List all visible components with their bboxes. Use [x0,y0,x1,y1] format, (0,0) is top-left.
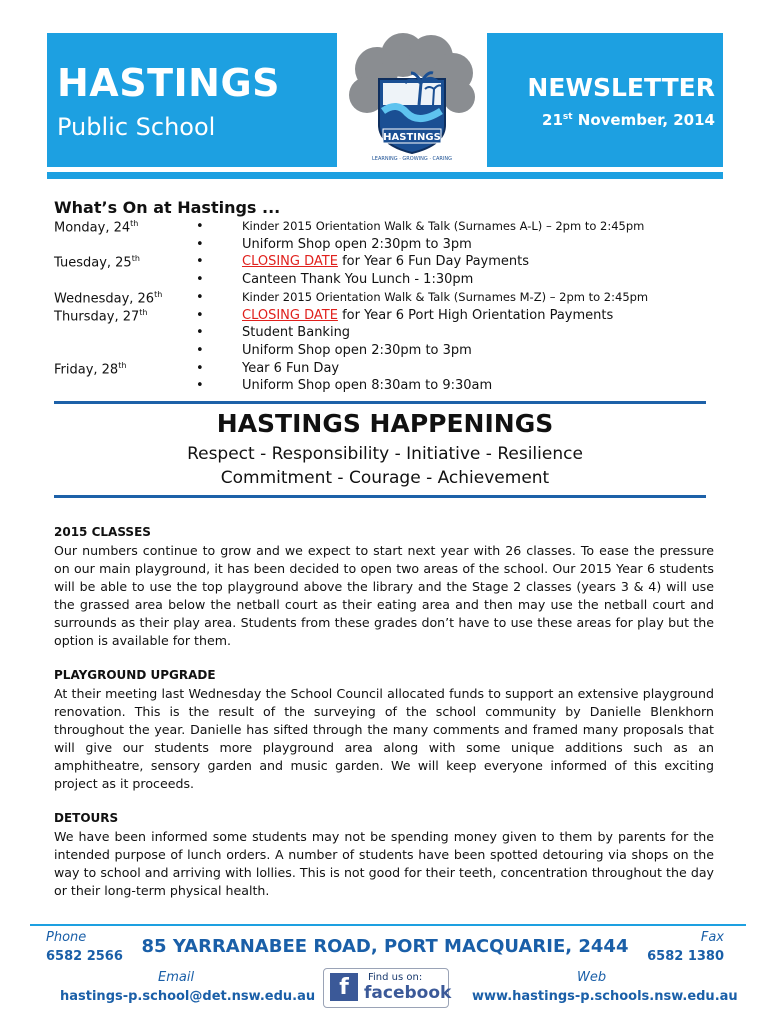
event-text: Uniform Shop open 2:30pm to 3pm [242,236,472,252]
facebook-button[interactable] [323,968,452,1008]
event-text: CLOSING DATE for Year 6 Fun Day Payments [242,254,530,270]
event-text: Kinder 2015 Orientation Walk & Talk (Surnames A-L) – 2pm to 2:45pm [242,219,645,233]
header-divider [47,172,723,179]
bullet-icon: • [196,254,204,270]
web-link[interactable]: www.hastings-p.schools.nsw.edu.au [472,989,738,1004]
happenings-top-rule [54,401,706,404]
newsletter-label: NEWSLETTER [527,73,715,102]
masthead-banner [47,33,723,167]
bullet-icon: • [196,236,204,252]
happenings-bottom-rule [54,495,706,498]
values-line-1: Respect - Responsibility - Initiative - Resilience [187,444,583,464]
facebook-find-us: Find us on: [368,972,423,983]
footer-rule [30,924,746,926]
event-day: Wednesday, 26th [54,289,163,307]
event-row [0,237,770,255]
email-label: Email [158,970,195,985]
bullet-icon: • [196,307,204,323]
event-row [0,361,770,379]
event-text: Uniform Shop open 8:30am to 9:30am [242,378,493,394]
svg-text:HASTINGS: HASTINGS [383,132,441,143]
bullet-icon: • [196,325,204,341]
section-heading-detours: DETOURS [54,811,119,825]
event-day: Thursday, 27th [54,307,148,324]
section-body-detours: We have been informed some students may not be spending money given to them by parents for the intended purpose of lunch orders. A number of students have been spotted detouring via shops on the way to school and arriving with lollies. This is not good for their teeth, concentration throughout the day or their long-term physical health. [54,829,714,898]
closing-date-highlight: CLOSING DATE [242,254,338,270]
event-day: Tuesday, 25th [54,254,140,271]
event-text: Student Banking [242,325,351,341]
bullet-icon: • [196,378,204,394]
facebook-wordmark: facebook [364,983,452,1003]
event-day: Monday, 24th [54,219,139,236]
section-heading-playground: PLAYGROUND UPGRADE [54,668,216,682]
event-text: Year 6 Fun Day [242,360,340,376]
event-row [0,343,770,361]
phone-number[interactable]: 6582 2566 [46,949,123,964]
event-day: Friday, 28th [54,360,127,377]
closing-date-highlight: CLOSING DATE [242,307,338,323]
event-text: CLOSING DATE for Year 6 Port High Orientation Payments [242,307,614,323]
event-row [0,254,770,272]
fax-number: 6582 1380 [647,949,724,964]
school-name: HASTINGS [57,61,281,105]
event-row [0,290,770,308]
event-row [0,272,770,290]
web-label: Web [577,970,607,985]
school-subtitle: Public School [57,113,216,141]
section-heading-classes: 2015 CLASSES [54,525,151,539]
school-address: 85 YARRANABEE ROAD, PORT MACQUARIE, 2444 [141,936,629,957]
bullet-icon: • [196,360,204,376]
event-row [0,219,770,237]
event-text: Uniform Shop open 2:30pm to 3pm [242,342,472,358]
bullet-icon: • [196,289,204,305]
bullet-icon: • [196,342,204,358]
event-text: Canteen Thank You Lunch - 1:30pm [242,272,474,288]
phone-label: Phone [46,930,87,945]
event-row [0,325,770,343]
event-row [0,378,770,396]
facebook-icon: f [330,973,358,1001]
newsletter-date: 21st November, 2014 [542,111,715,129]
bullet-icon: • [196,219,204,234]
svg-text:LEARNING · GROWING · CARING: LEARNING · GROWING · CARING [372,156,452,162]
school-logo [337,33,487,167]
email-link[interactable]: hastings-p.school@det.nsw.edu.au [60,989,316,1004]
fax-label: Fax [700,930,724,945]
values-line-2: Commitment - Courage - Achievement [220,468,550,488]
event-text: Kinder 2015 Orientation Walk & Talk (Surnames M-Z) – 2pm to 2:45pm [242,289,649,304]
section-body-classes: Our numbers continue to grow and we expect to start next year with 26 classes. To ease the pressure on our main playground, it has been decided to open two areas of the school. Our 2015 Year 6 students will be able to use the top playground above the library and the Stage 2 classes (years 3 & 4) will use the grassed area below the netball court as their eating area and then may use the netball court and surrounds as their play area. Students from these grades don’t have to use these areas for play but the option is available for them. [54,543,714,648]
event-row [0,308,770,326]
bullet-icon: • [196,272,204,288]
events-title: What’s On at Hastings ... [54,198,281,217]
happenings-title: HASTINGS HAPPENINGS [216,409,554,438]
section-body-playground: At their meeting last Wednesday the School Council allocated funds to support an extensive playground renovation. This is the result of the surveying of the school community by Danielle Blenkhorn throughout the year. Danielle has sifted through the many comments and framed many proposals that will give our students more playground area along with some unique additions such as an amphitheatre, sensory garden and music garden. We will keep everyone informed of this exciting project as it proceeds. [54,686,714,791]
